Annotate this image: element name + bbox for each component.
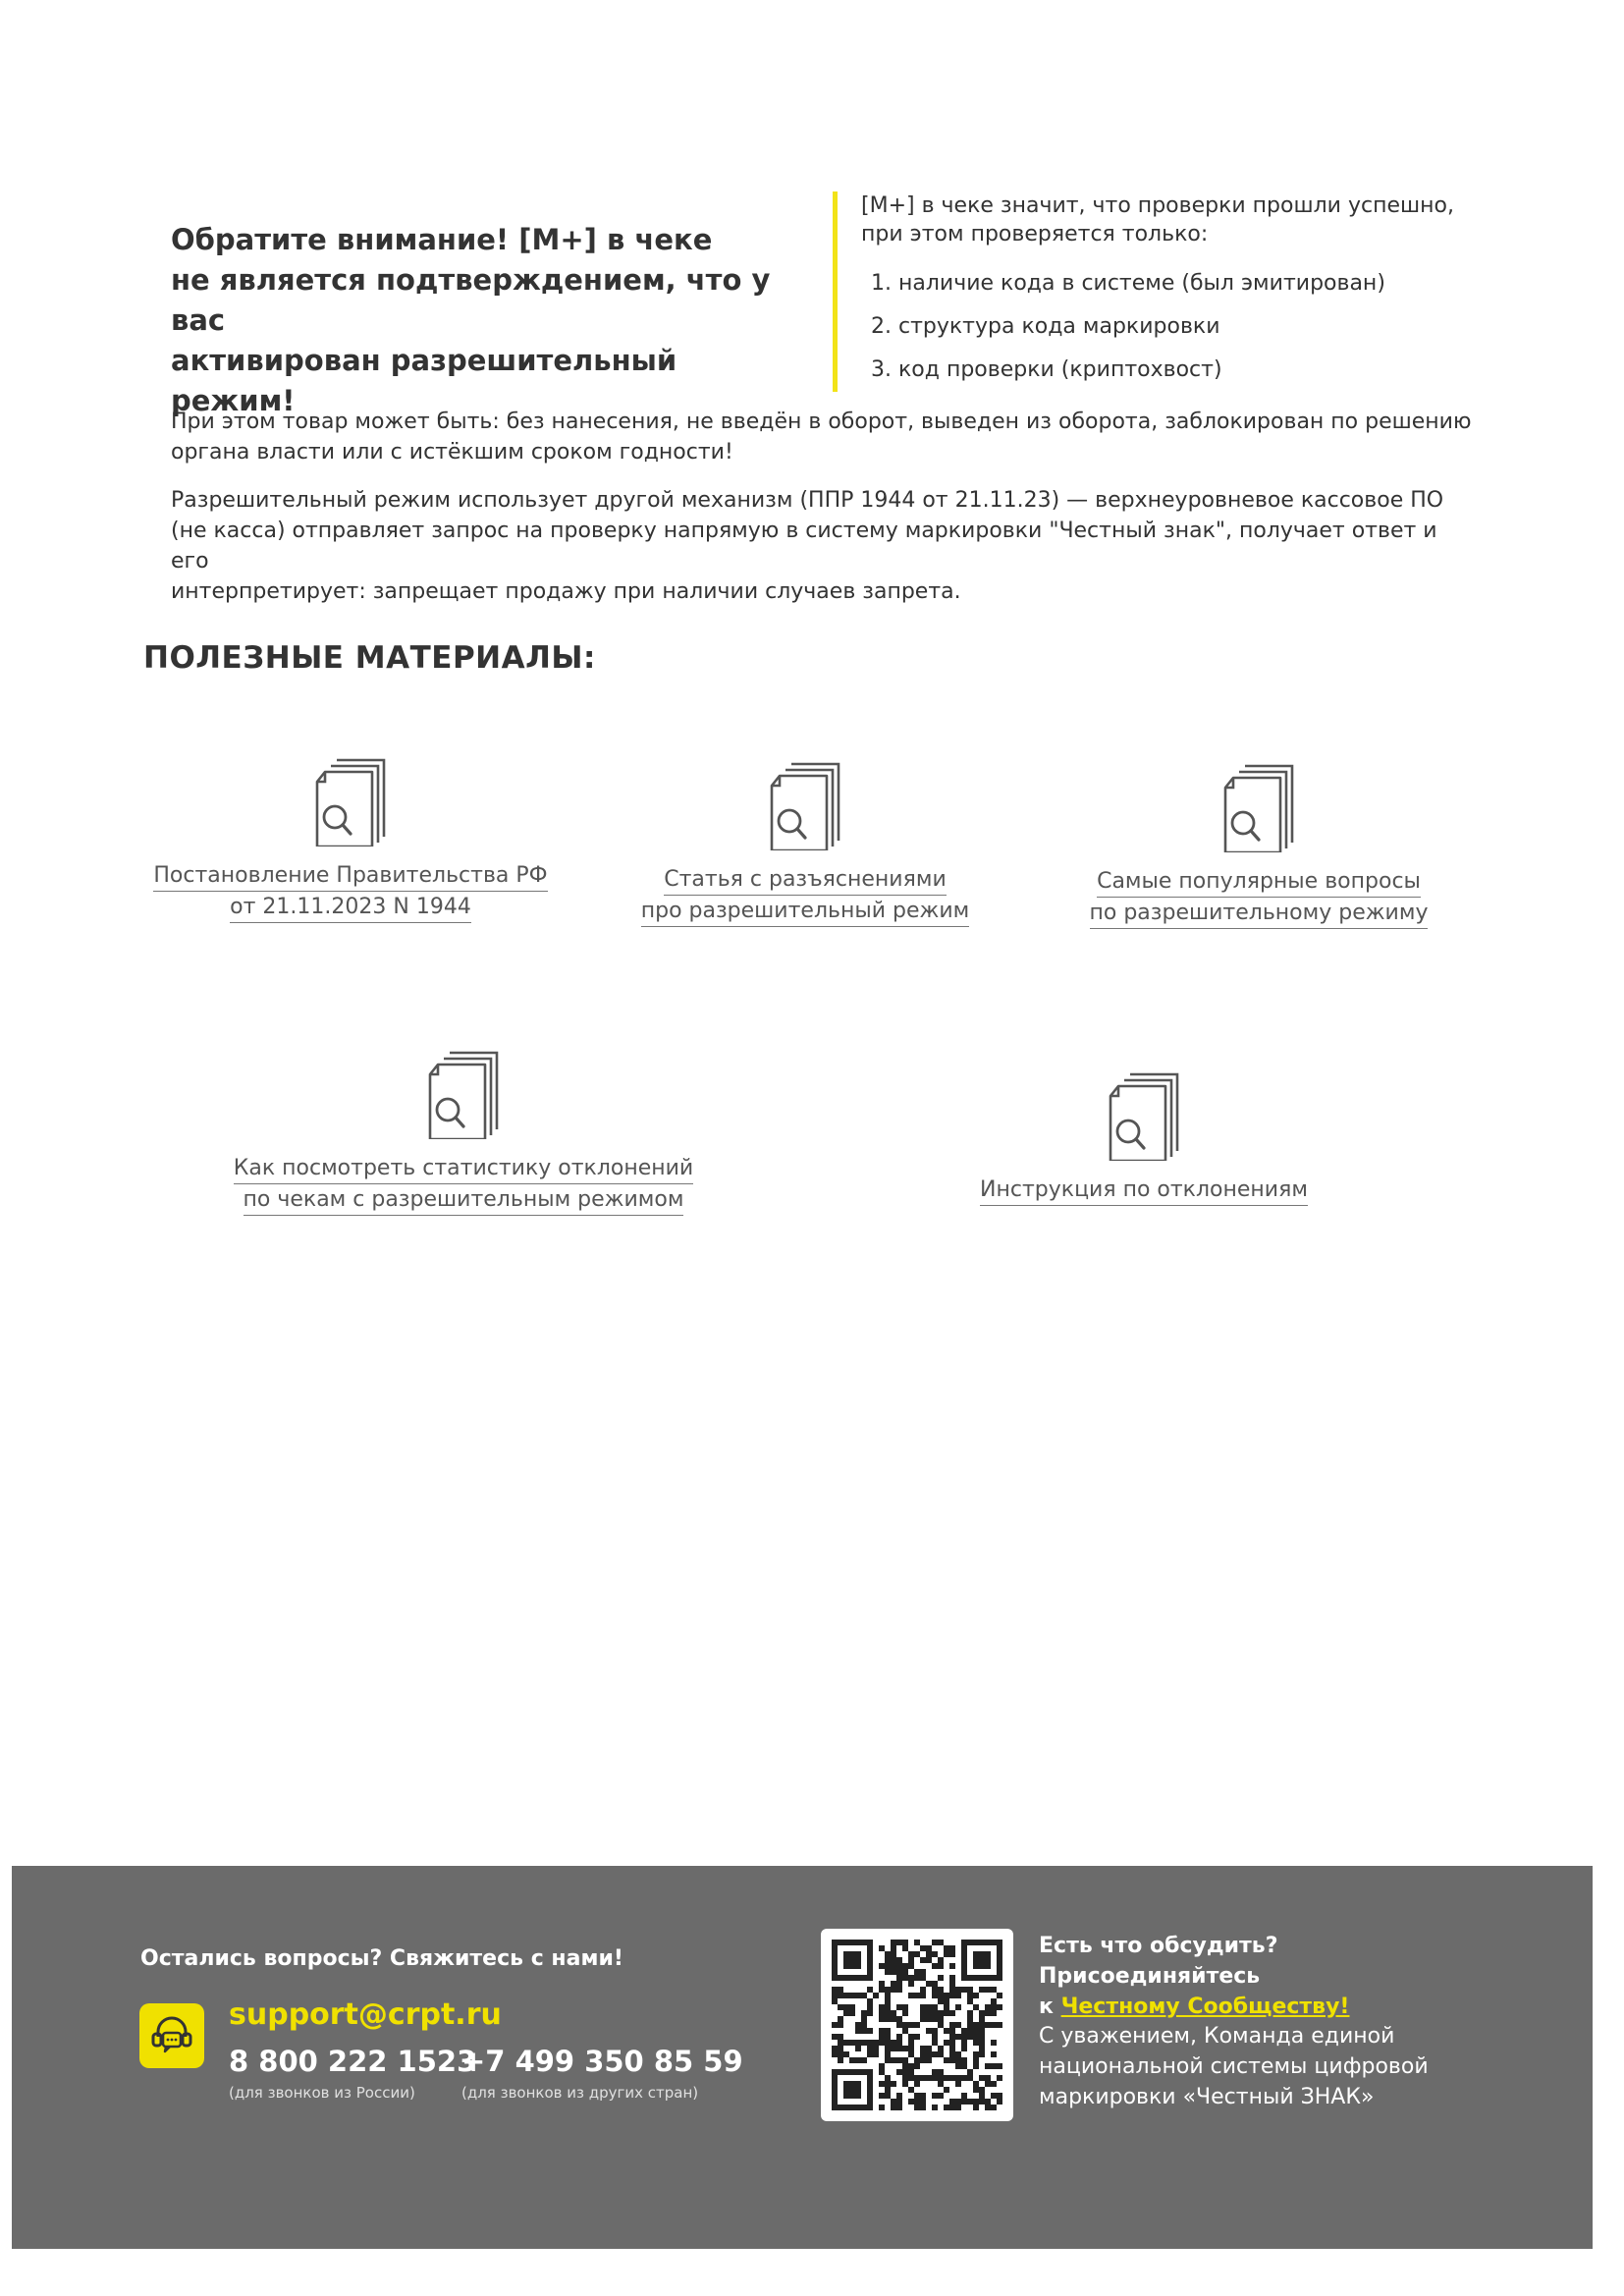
checks-intro-line: [M+] в чеке значит, что проверки прошли успешно, <box>861 193 1454 218</box>
paragraph-line: При этом товар может быть: без нанесения, не введён в оборот, выведен из оборота, заблокирован по решению <box>171 410 1472 434</box>
material-item[interactable] <box>550 762 1060 927</box>
support-email-link[interactable]: support@crpt.ru <box>229 1997 502 2032</box>
material-link-line[interactable]: по чекам с разрешительным режимом <box>244 1184 684 1216</box>
material-link-line[interactable]: про разрешительный режим <box>641 896 970 927</box>
notice-line: не является подтверждением, что у вас <box>171 263 771 337</box>
community-invite-prefix: к <box>1039 1995 1054 2019</box>
checks-intro-line: при этом проверяется только: <box>861 222 1209 246</box>
material-link-instruction[interactable] <box>980 1175 1308 1206</box>
material-link-line[interactable]: Статья с разъяснениями <box>664 864 947 896</box>
paragraph-line: Разрешительный режим использует другой механизм (ППР 1944 от 21.11.23) — верхнеуровневое кассовое ПО <box>171 488 1444 513</box>
material-item[interactable] <box>889 1072 1399 1206</box>
regards-line: национальной системы цифровой <box>1039 2054 1429 2079</box>
community-invite <box>1039 1931 1500 2022</box>
phone-international-note: (для звонков из других стран) <box>461 2084 699 2102</box>
document-search-icon <box>768 762 842 850</box>
document-search-icon <box>1221 764 1296 852</box>
notice-line: активирован разрешительный режим! <box>171 344 677 417</box>
qr-code[interactable] <box>821 1929 1013 2121</box>
checks-intro <box>861 191 1489 248</box>
material-link-line[interactable]: Постановление Правительства РФ <box>153 860 547 892</box>
permit-mode-paragraph <box>171 485 1477 607</box>
document-search-icon <box>1107 1072 1181 1161</box>
checks-list-item: 2. структура кода маркировки <box>898 305 1489 349</box>
phone-international[interactable]: +7 499 350 85 59 <box>461 2045 743 2078</box>
paragraph-line: органа власти или с истёкшим сроком годности! <box>171 440 733 465</box>
document-search-icon <box>426 1051 501 1139</box>
paragraph-line: интерпретирует: запрещает продажу при наличии случаев запрета. <box>171 579 961 604</box>
material-link-article[interactable] <box>641 864 970 927</box>
material-item[interactable] <box>208 1051 719 1216</box>
document-search-icon <box>313 758 388 847</box>
material-link-decree[interactable] <box>153 860 547 923</box>
material-link-statistics[interactable] <box>234 1153 693 1216</box>
material-item[interactable] <box>1003 764 1514 929</box>
community-invite-text: Есть что обсудить? Присоединяйтесь <box>1039 1934 1278 1989</box>
headset-chat-icon <box>139 2003 204 2068</box>
checks-callout <box>833 191 1489 392</box>
material-link-faq[interactable] <box>1090 866 1429 929</box>
paragraph-line: (не касса) отправляет запрос на проверку напрямую в систему маркировки "Честный знак", получает ответ и его <box>171 519 1437 574</box>
material-link-line[interactable]: Как посмотреть статистику отклонений <box>234 1153 693 1184</box>
material-link-line[interactable]: Инструкция по отклонениям <box>980 1175 1308 1206</box>
checks-list <box>861 262 1489 392</box>
notice-line: Обратите внимание! [M+] в чеке <box>171 223 713 256</box>
material-link-line[interactable]: Самые популярные вопросы <box>1097 866 1421 898</box>
community-link[interactable]: Честному Сообществу! <box>1060 1995 1350 2019</box>
materials-title: ПОЛЕЗНЫЕ МАТЕРИАЛЫ: <box>143 640 596 676</box>
qr-code-image <box>821 1929 1013 2121</box>
material-item[interactable] <box>95 758 606 923</box>
checks-list-item: 3. код проверки (криптохвост) <box>898 349 1489 392</box>
regards-line: маркировки «Честный ЗНАК» <box>1039 2085 1375 2109</box>
material-link-line[interactable]: по разрешительному режиму <box>1090 898 1429 929</box>
material-link-line[interactable]: от 21.11.2023 N 1944 <box>230 892 471 923</box>
contact-title: Остались вопросы? Свяжитесь с нами! <box>140 1946 623 1971</box>
goods-state-paragraph <box>171 407 1477 467</box>
checks-list-item: 1. наличие кода в системе (был эмитирован) <box>898 262 1489 305</box>
notice-heading <box>171 220 780 421</box>
phone-russia[interactable]: 8 800 222 1523 <box>229 2045 477 2078</box>
regards-line: С уважением, Команда единой <box>1039 2024 1395 2049</box>
regards-text <box>1039 2021 1500 2112</box>
phone-russia-note: (для звонков из России) <box>229 2084 415 2102</box>
